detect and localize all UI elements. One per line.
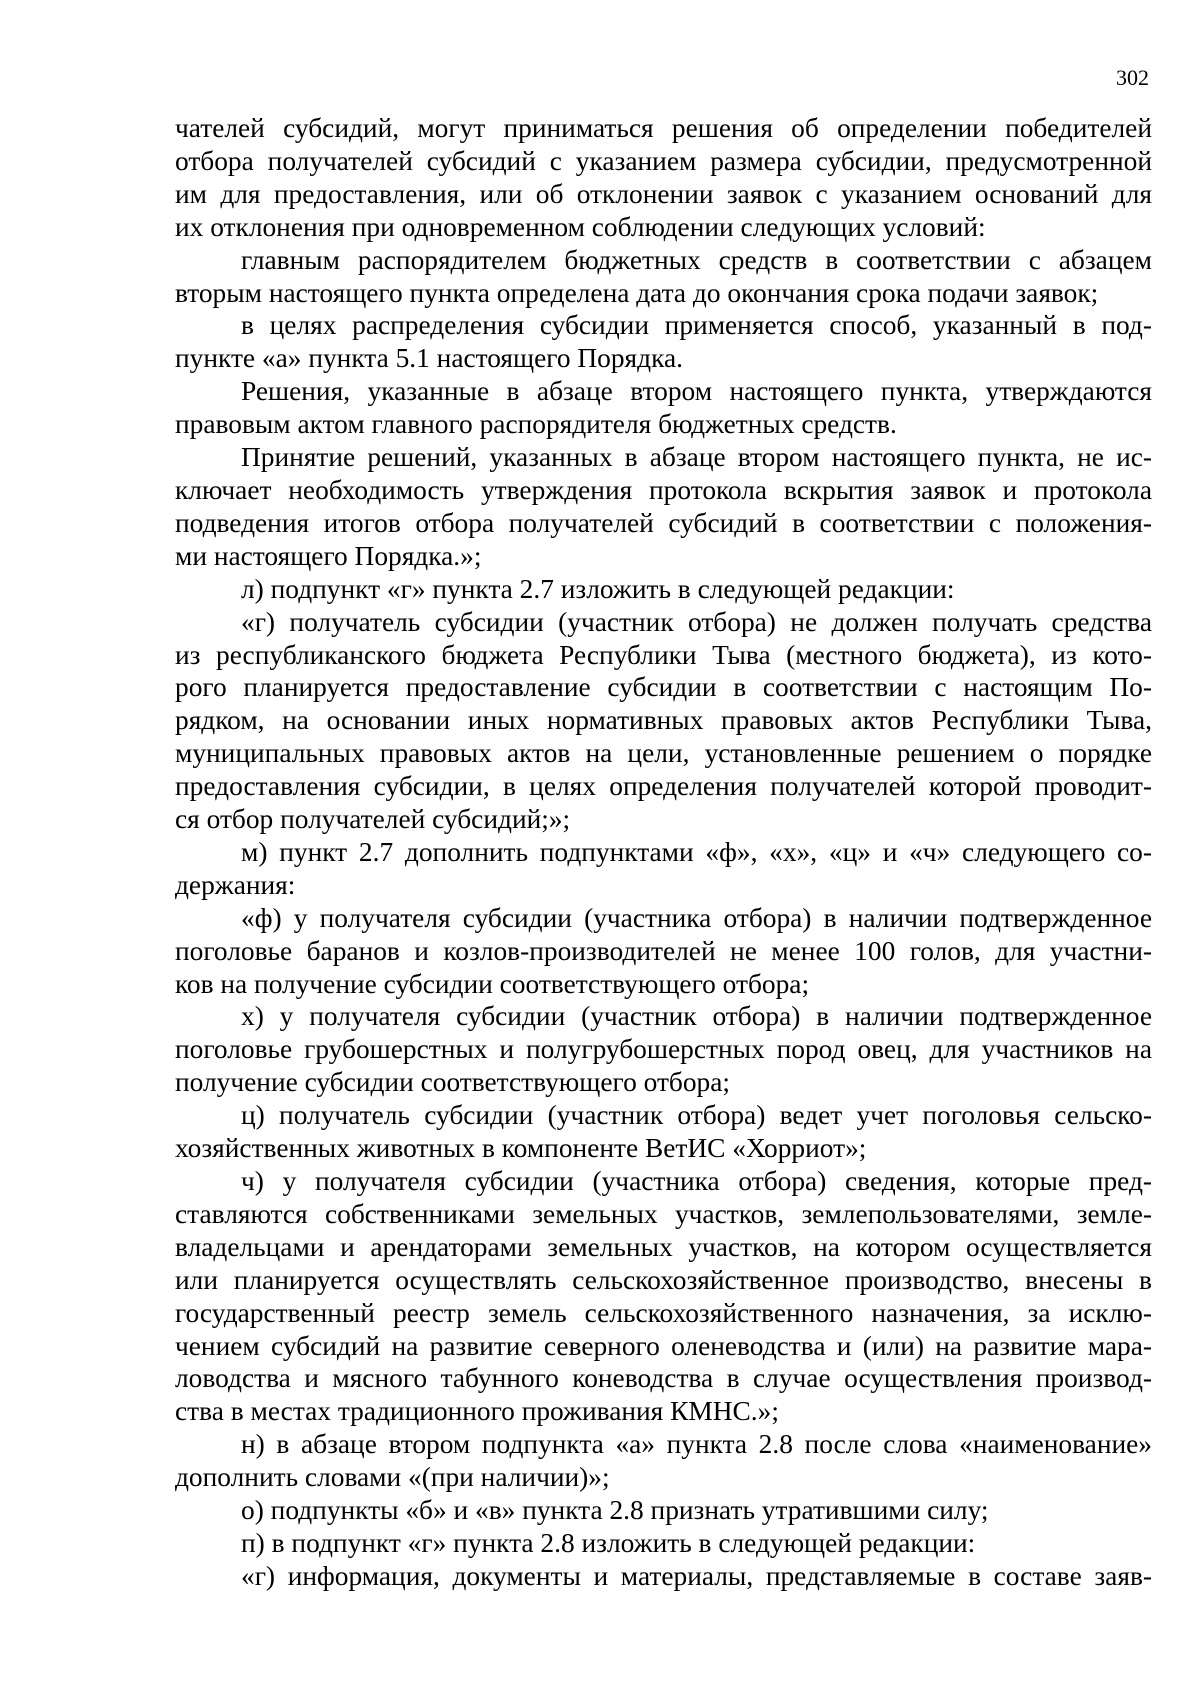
text-line: ч) у получателя субсидии (участника отбора) сведения, которые пред- xyxy=(241,1166,1152,1196)
text-line: хозяйственных животных в компоненте ВетИС «Хорриот»; xyxy=(175,1133,867,1164)
text-line: получение субсидии соответствующего отбора; xyxy=(175,1067,731,1098)
text-line: ся отбор получателей субсидий;»; xyxy=(175,804,571,835)
page-number: 302 xyxy=(1116,65,1149,90)
text-line: вторым настоящего пункта определена дата до окончания срока подачи заявок; xyxy=(175,277,1099,308)
text-line: «г) получатель субсидии (участник отбора) не должен получать средства xyxy=(241,606,1152,637)
text-line: ставляются собственниками земельных участков, землепользователями, земле- xyxy=(175,1198,1152,1229)
text-line: владельцами и арендаторами земельных участков, на котором осуществляется xyxy=(175,1231,1152,1262)
text-line: «г) информация, документы и материалы, представляемые в составе заяв- xyxy=(241,1560,1152,1591)
text-line: рядком, на основании иных нормативных правовых актов Республики Тыва, xyxy=(175,705,1152,736)
text-line: правовым актом главного распорядителя бюджетных средств. xyxy=(175,409,897,440)
text-line: поголовье грубошерстных и полугрубошерстных пород овец, для участников на xyxy=(175,1034,1152,1065)
text-line: главным распорядителем бюджетных средств в соответствии с абзацем xyxy=(241,244,1152,275)
text-line: л) подпункт «г» пункта 2.7 изложить в следующей редакции: xyxy=(241,573,955,604)
text-line: ключает необходимость утверждения протокола вскрытия заявок и протокола xyxy=(175,474,1152,505)
document-body xyxy=(175,112,1152,1593)
text-line: подведения итогов отбора получателей субсидий в соответствии с положения- xyxy=(175,507,1152,538)
text-line: м) пункт 2.7 дополнить подпунктами «ф», «х», «ц» и «ч» следующего со- xyxy=(241,836,1152,867)
text-line: чением субсидий на развитие северного оленеводства и (или) на развитие мара- xyxy=(175,1330,1152,1361)
text-line: ловодства и мясного табунного коневодства в случае осуществления производ- xyxy=(175,1363,1152,1394)
text-line: «ф) у получателя субсидии (участника отбора) в наличии подтвержденное xyxy=(241,902,1152,933)
text-line: дополнить словами «(при наличии)»; xyxy=(175,1462,610,1493)
text-line: предоставления субсидии, в целях определения получателей которой проводит- xyxy=(175,771,1152,802)
text-line: держания: xyxy=(175,869,296,900)
text-line: муниципальных правовых актов на цели, установленные решением о порядке xyxy=(175,738,1152,769)
text-line: им для предоставления, или об отклонении заявок с указанием оснований для xyxy=(175,178,1152,209)
text-line: чателей субсидий, могут приниматься решения об определении победителей xyxy=(175,113,1152,143)
text-line: ц) получатель субсидии (участник отбора) ведет учет поголовья сельско- xyxy=(241,1100,1152,1131)
text-line: ства в местах традиционного проживания КМНС.»; xyxy=(175,1396,779,1427)
text-line: отбора получателей субсидий с указанием размера субсидии, предусмотренной xyxy=(175,145,1152,176)
text-line: Решения, указанные в абзаце втором настоящего пункта, утверждаются xyxy=(241,376,1152,407)
text-line: государственный реестр земель сельскохозяйственного назначения, за исклю- xyxy=(175,1297,1152,1328)
text-line: х) у получателя субсидии (участник отбора) в наличии подтвержденное xyxy=(241,1001,1152,1032)
text-line: пункте «а» пункта 5.1 настоящего Порядка. xyxy=(175,343,683,374)
text-line: их отклонения при одновременном соблюдении следующих условий: xyxy=(175,211,986,242)
text-line: п) в подпункт «г» пункта 2.8 изложить в следующей редакции: xyxy=(241,1527,976,1558)
text-line: рого планируется предоставление субсидии в соответствии с настоящим По- xyxy=(175,672,1152,703)
text-line: ков на получение субсидии соответствующего отбора; xyxy=(175,968,810,999)
text-line: о) подпункты «б» и «в» пункта 2.8 признать утратившими силу; xyxy=(241,1495,989,1526)
text-line: Принятие решений, указанных в абзаце втором настоящего пункта, не ис- xyxy=(241,442,1152,473)
text-line: в целях распределения субсидии применяется способ, указанный в под- xyxy=(241,310,1152,341)
text-line: из республиканского бюджета Республики Тыва (местного бюджета), из кото- xyxy=(175,639,1152,670)
text-line: ми настоящего Порядка.»; xyxy=(175,540,482,571)
text-line: поголовье баранов и козлов-производителей не менее 100 голов, для участни- xyxy=(175,935,1152,966)
text-line: н) в абзаце втором подпункта «а» пункта 2.8 после слова «наименование» xyxy=(241,1429,1152,1460)
text-line: или планируется осуществлять сельскохозяйственное производство, внесены в xyxy=(175,1264,1152,1295)
